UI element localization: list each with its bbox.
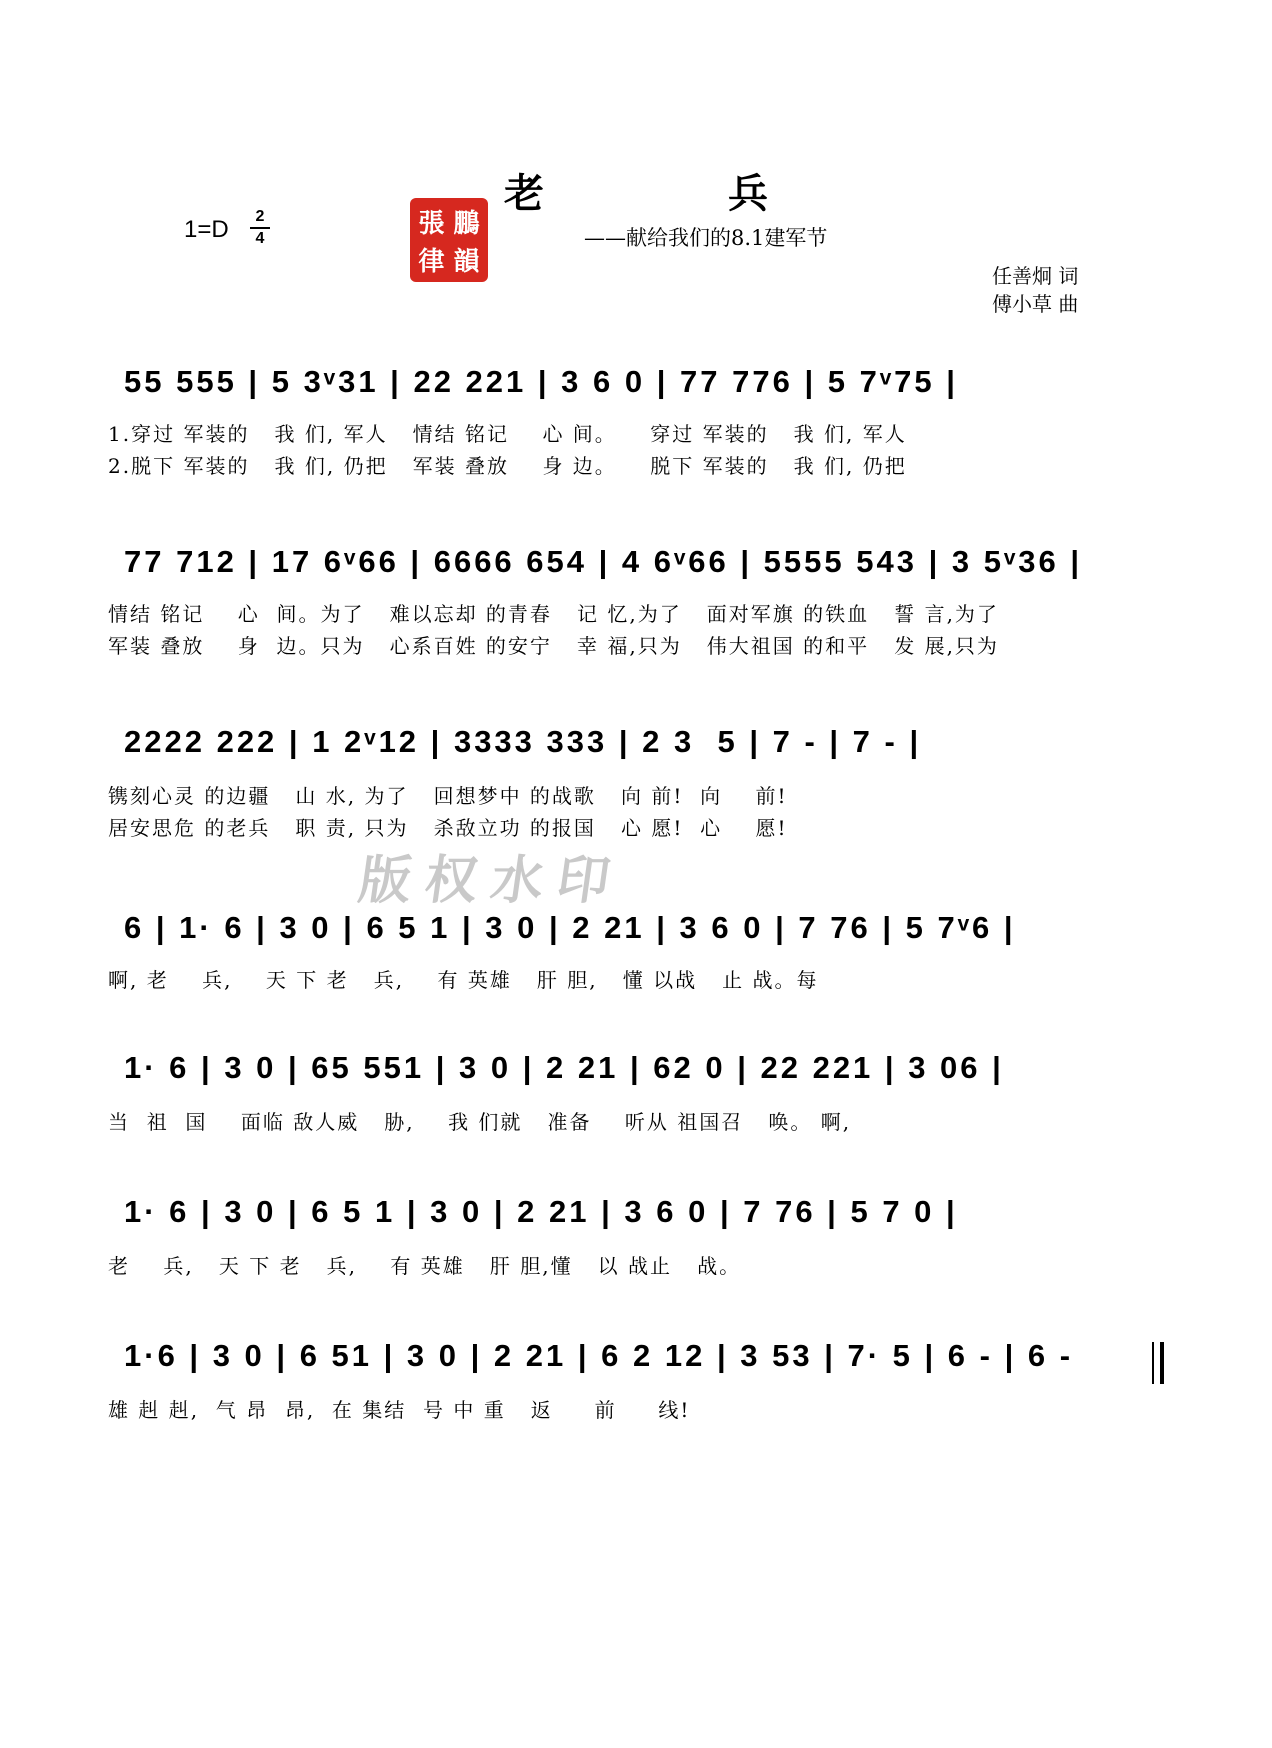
lyrics-line-7: 雄 赳 赳, 气 昂 昂, 在 集结 号 中 重 返 前 线!: [108, 1398, 691, 1422]
composer-credit: 傅小草 曲: [992, 292, 1079, 316]
red-seal-stamp: [410, 198, 488, 282]
key-signature: 1=D: [184, 216, 229, 243]
lyrics-line-6: 老 兵, 天 下 老 兵, 有 英雄 肝 胆,懂 以 战止 战。: [108, 1254, 742, 1278]
seal-char: 律: [418, 246, 445, 277]
lyrics-line-4: 啊, 老 兵, 天 下 老 兵, 有 英雄 肝 胆, 懂 以战 止 战。每: [108, 968, 819, 992]
lyrics-line-3-verse-2: 居安思危 的老兵 职 责, 只为 杀敌立功 的报国 心 愿! 心 愿!: [108, 816, 788, 840]
time-signature-top: 2: [255, 208, 265, 225]
lyrics-line-1-verse-2: 2.脱下 军装的 我 们, 仍把 军装 叠放 身 边。 脱下 军装的 我 们, 仍把: [108, 454, 907, 478]
final-barline-thick: [1160, 1342, 1164, 1384]
lyrics-line-2-verse-2: 军装 叠放 身 边。只为 心系百姓 的安宁 幸 福,只为 伟大祖国 的和平 发 展,只为: [108, 634, 999, 658]
watermark: 版权水印: [355, 850, 628, 911]
final-barline-thin: [1152, 1342, 1154, 1384]
lyrics-line-1-verse-1: 1.穿过 军装的 我 们, 军人 情结 铭记 心 间。 穿过 军装的 我 们, 军人: [108, 422, 907, 446]
time-signature-bottom: 4: [255, 230, 265, 247]
notation-line-5: 1· 6 | 3 0 | 65 551 | 3 0 | 2 21 | 62 0 | 22 221 | 3 06 |: [124, 1050, 1004, 1085]
notation-line-3: 2222 222 | 1 2ᵛ12 | 3333 333 | 2 3 5 | 7 - | 7 - |: [124, 724, 922, 759]
seal-char: 韻: [453, 246, 480, 277]
song-subtitle: ——献给我们的8.1建军节: [584, 226, 828, 250]
lyrics-line-3-verse-1: 镌刻心灵 的边疆 山 水, 为了 回想梦中 的战歌 向 前! 向 前!: [108, 784, 788, 808]
song-title: 老 兵: [504, 171, 840, 217]
notation-line-1: 55 555 | 5 3ᵛ31 | 22 221 | 3 6 0 | 77 776 | 5 7ᵛ75 |: [124, 364, 958, 399]
notation-line-4: 6 | 1· 6 | 3 0 | 6 5 1 | 3 0 | 2 21 | 3 6 0 | 7 76 | 5 7ᵛ6 |: [124, 910, 1016, 945]
notation-line-7: 1·6 | 3 0 | 6 51 | 3 0 | 2 21 | 6 2 12 | 3 53 | 7· 5 | 6 - | 6 -: [124, 1338, 1074, 1373]
lyrics-line-5: 当 祖 国 面临 敌人威 胁, 我 们就 准备 听从 祖国召 唤。 啊,: [108, 1110, 852, 1134]
lyricist-credit: 任善炯 词: [992, 264, 1079, 288]
seal-char: 張: [418, 208, 445, 239]
time-signature-bar: [250, 227, 270, 229]
seal-char: 鵬: [453, 208, 480, 239]
time-signature: [250, 208, 270, 248]
credits: [992, 262, 1078, 318]
notation-line-6: 1· 6 | 3 0 | 6 5 1 | 3 0 | 2 21 | 3 6 0 | 7 76 | 5 7 0 |: [124, 1194, 958, 1229]
lyrics-line-2-verse-1: 情结 铭记 心 间。为了 难以忘却 的青春 记 忆,为了 面对军旗 的铁血 誓 言,为了: [108, 602, 999, 626]
notation-line-2: 77 712 | 17 6ᵛ66 | 6666 654 | 4 6ᵛ66 | 5555 543 | 3 5ᵛ36 |: [124, 544, 1082, 579]
